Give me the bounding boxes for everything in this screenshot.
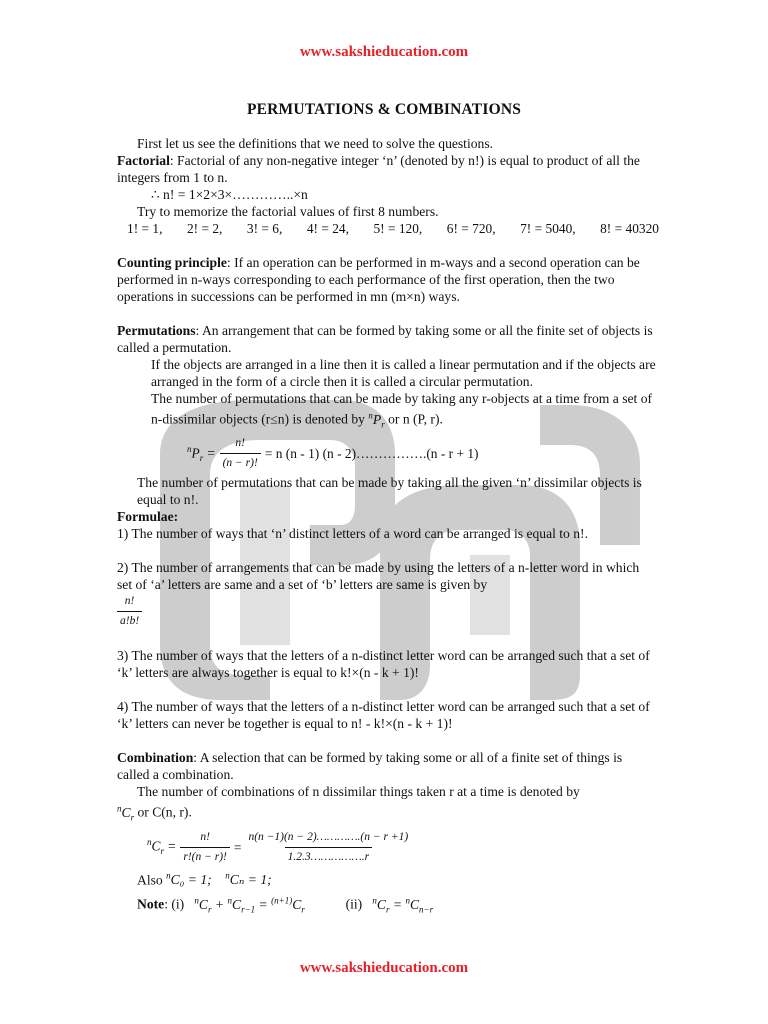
combination-denoted: $^nC_r$ or C(n, r).	[117, 803, 192, 823]
factorial-value: 7! = 5040,	[520, 221, 576, 236]
combination-heading: Combination	[117, 750, 194, 766]
npr-numerator: n!	[235, 437, 245, 450]
factorial-value: 3! = 6,	[246, 221, 283, 236]
intro-text: First let us see the definitions that we need to solve the questions.	[137, 136, 494, 151]
npr-sub: r	[199, 452, 204, 463]
ncr-fraction-1	[180, 829, 230, 866]
note-i: : (i)	[164, 896, 185, 912]
formula-1: 1) The number of ways that ‘n’ distinct letters of a word can be arranged is equal to n!.	[117, 526, 588, 542]
note-label: Note	[137, 896, 165, 912]
factorial-value: 8! = 40320	[600, 221, 659, 236]
factorial-formula: ∴ n! = 1×2×3×…………..×n	[151, 187, 308, 202]
combination-also: Also $^n$C₀ = 1; $^n$Cₙ = 1;	[137, 870, 272, 888]
npr-expansion: = n (n - 1) (n - 2)…………….(n - r + 1)	[264, 446, 479, 462]
ncr-numerator-1: n!	[200, 830, 210, 843]
factorial-value: 5! = 120,	[373, 221, 423, 236]
formula-2-fraction	[117, 593, 657, 630]
factorial-paragraph	[117, 152, 657, 186]
also-label: Also	[137, 872, 163, 888]
permutations-paragraph	[117, 322, 657, 356]
combination-denoted-tail: or C(n, r).	[134, 804, 192, 820]
ncr-fraction-2	[245, 829, 411, 866]
npr-fraction	[220, 435, 261, 472]
page-title: PERMUTATIONS & COMBINATIONS	[246, 101, 522, 118]
ncr-denominator-1: r!(n − r)!	[180, 847, 230, 866]
permutations-linear: If the objects are arranged in a line then it is called a linear permutation and if the objects are arranged in the form of a circle then it is called a circular permutation.	[151, 357, 656, 389]
npr-sup: n	[368, 410, 373, 420]
combination-note: Note: (i) $^nC_r + ^nC_{r-1} = ^{(n+1)}C_r$ (ii) $^nC_r = ^nC_{n-r}$	[137, 895, 434, 915]
combination-paragraph	[117, 749, 657, 783]
factorial-text: : Factorial of any non-negative integer ‘n’ (denoted by n!) is equal to product of all the integers from 1 to n.	[117, 153, 640, 185]
factorial-value: 1! = 1,	[127, 221, 163, 236]
main-content	[117, 135, 657, 918]
factorial-value: 6! = 720,	[446, 221, 496, 236]
formula-2: 2) The number of arrangements that can be made by using the letters of a n-letter word in which set of ‘a’ letters are same and a set of ‘b’ letters are same is given by	[117, 560, 640, 593]
formulae-heading: Formulae:	[117, 509, 179, 525]
permutations-number	[117, 390, 657, 433]
permutations-all: The number of permutations that can be made by taking all the given ‘n’ dissimilar objects is equal to n!.	[137, 475, 642, 508]
factorial-values	[117, 220, 659, 237]
footer-url[interactable]: www.sakshieducation.com	[299, 960, 469, 976]
note-ii: (ii)	[345, 896, 363, 912]
formulae-heading-text: Formulae	[117, 509, 174, 525]
ab-denominator: a!b!	[117, 611, 142, 630]
npr-denominator: (n − r)!	[220, 453, 261, 472]
combination-number: The number of combinations of n dissimilar things taken r at a time is denoted by	[137, 784, 580, 800]
npr-symbol: P	[191, 445, 200, 461]
npr-symbol: P	[372, 411, 382, 427]
permutations-text: : An arrangement that can be formed by taking some or all the finite set of objects is called a permutation.	[117, 323, 653, 355]
ncr-numerator-2: n(n −1)(n − 2)………….(n − r +1)	[248, 830, 409, 843]
factorial-heading: Factorial	[117, 153, 170, 168]
also-1: C₀ = 1;	[170, 872, 212, 888]
factorial-value: 4! = 24,	[306, 221, 349, 236]
npr-sup: n	[187, 443, 192, 454]
permutations-number-a: The number of permutations that can be made by taking any r-objects at a time from a set of n-dissimilar objects (r≤n) is denoted by	[151, 391, 653, 427]
factorial-memorize: Try to memorize the factorial values of first 8 numbers.	[137, 204, 439, 219]
ab-numerator: n!	[124, 595, 135, 608]
counting-paragraph	[117, 254, 657, 305]
npr-sub: r	[381, 419, 385, 430]
ncr-denominator-2: 1.2.3…………….r	[285, 847, 372, 866]
formula-3: 3) The number of ways that the letters of a n-distinct letter word can be arranged such that a set of ‘k’ letters are always together is equal to k!×(n - k + 1)!	[117, 648, 650, 681]
formula-4: 4) The number of ways that the letters of a n-distinct letter word can be arranged such that a set of ‘k’ letters can never be together is equal to n! - k!×(n - k + 1)!	[117, 699, 650, 732]
factorial-value: 2! = 2,	[186, 221, 223, 236]
header-url[interactable]: www.sakshieducation.com	[299, 44, 469, 60]
permutations-number-b: or n (P, r).	[384, 411, 443, 427]
also-2: Cₙ = 1;	[229, 872, 272, 888]
combination-text: : A selection that can be formed by taking some or all of a finite set of things is called a combination.	[117, 750, 623, 783]
npr-formula: $^nP_r$ = $\frac{n!}{(n - r)!}$ = n (n - 1) (n - 2)…………….(n - r + 1)	[117, 435, 657, 472]
counting-text: : If an operation can be performed in m-ways and a second operation can be performed in n-ways corresponding to each performance of the first operation, then the two operations in successions can be performed in mn (m×n) ways.	[117, 255, 640, 304]
counting-heading: Counting principle	[117, 255, 227, 270]
permutations-heading: Permutations	[117, 323, 196, 338]
ab-fraction	[117, 593, 142, 630]
ncr-formula: $^nC_r$ = $\frac{n!}{r!(n - r)!}$ = $\frac{n(n -1)(n - 2)\dots\dots\dots\dots.(n - r +1)}{1.2.3\dots\dots\dots\dots\dots.r}$	[117, 829, 657, 866]
